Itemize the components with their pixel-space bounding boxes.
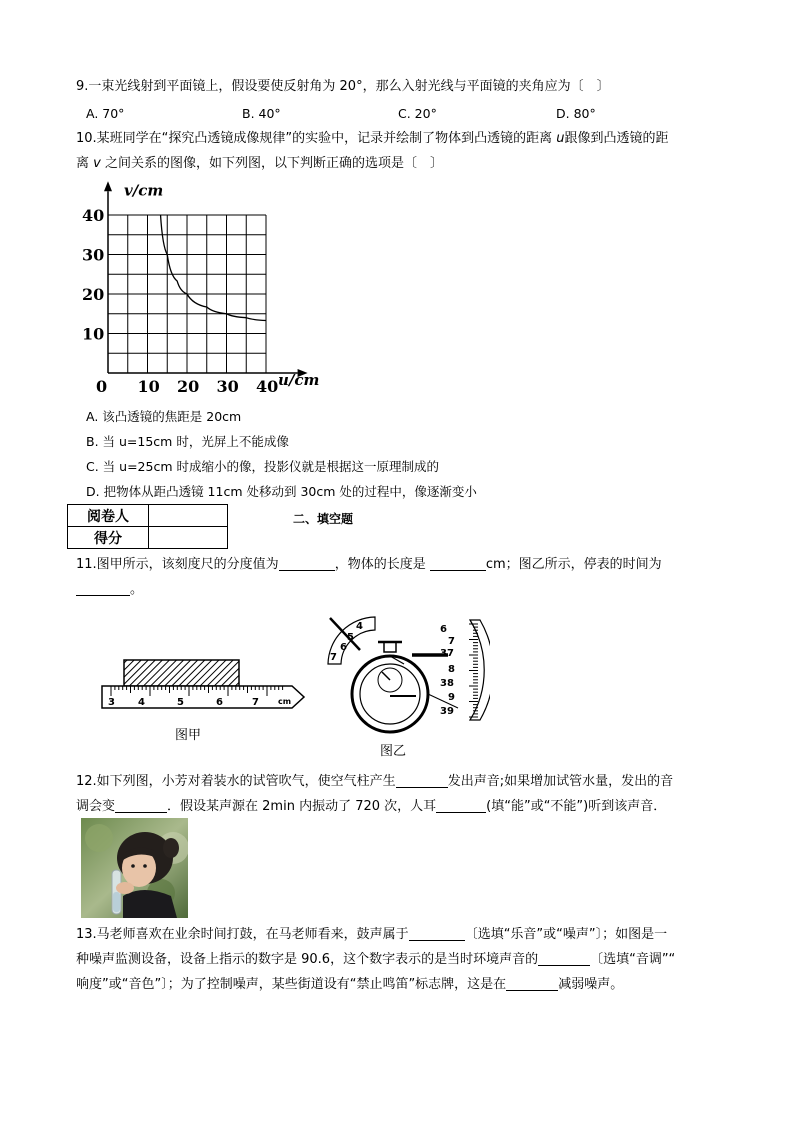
small-dial-label-6: 6 — [340, 642, 347, 653]
q10-stem-text-d: 之间关系的图像，如下列图，以下判断正确的选项是〔 〕 — [100, 156, 443, 171]
q11-line1 — [76, 556, 662, 574]
stopwatch-crown — [384, 642, 396, 652]
q10-var-u: u — [556, 131, 565, 146]
x-axis-label: u/cm — [278, 371, 320, 389]
q10-option-d: D. 把物体从距凸透镜 11cm 处移动到 30cm 处的过程中，像逐渐变小 — [86, 484, 477, 499]
y-tick-30: 30 — [82, 245, 105, 265]
large-dial-ticks — [469, 624, 478, 717]
x-tick-10: 10 — [137, 377, 160, 396]
girl-hand — [116, 882, 134, 894]
ruler-tick-label-5: 5 — [177, 697, 184, 708]
q12-line1 — [76, 773, 673, 791]
girl-blowing-tube-photo — [81, 818, 188, 918]
q12-blank-2[interactable] — [115, 799, 167, 813]
chart-axes — [104, 181, 308, 377]
q9-option-c: C. 20° — [398, 106, 437, 121]
q13-text-f: 减弱噪声。 — [558, 977, 624, 992]
ruler-tick-label-4: 4 — [138, 697, 145, 708]
q13-line3 — [76, 976, 623, 994]
q11-text-b: ，物体的长度是 — [334, 557, 430, 572]
y-axis-label: v/cm — [124, 181, 164, 200]
stopwatch-figure — [320, 612, 490, 744]
q13-text-e: 响度”或“音色”〕；为了控制噪声，某些街道设有“禁止鸣笛”标志牌，这是在 — [76, 977, 507, 992]
large-dial-label-38: 38 — [440, 678, 454, 689]
q13-line1 — [76, 926, 667, 944]
q11-line2 — [76, 581, 143, 599]
ruler-figure — [96, 655, 311, 720]
fig-a-label: 图甲 — [175, 728, 202, 743]
score-table — [67, 504, 228, 549]
q9-option-b: B. 40° — [242, 106, 281, 121]
measured-block — [124, 660, 239, 686]
q13-text-a: 13.马老师喜欢在业余时间打鼓，在马老师看来，鼓声属于 — [76, 927, 409, 942]
y-tick-20: 20 — [82, 285, 105, 304]
q12-text-d: ．假设某声源在 2min 内振动了 720 次，人耳 — [167, 799, 437, 814]
y-tick-10: 10 — [82, 324, 105, 344]
large-dial-label-37: 37 — [440, 648, 454, 659]
q11-blank-2[interactable] — [430, 557, 486, 571]
x-tick-30: 30 — [216, 377, 239, 396]
q12-line2 — [76, 798, 666, 816]
q11-blank-3[interactable] — [76, 582, 130, 596]
q13-text-d: 〔选填“音调”“ — [590, 952, 676, 967]
ruler-unit: cm — [278, 697, 292, 706]
ruler-body — [102, 686, 304, 708]
large-dial-label-8: 8 — [448, 664, 455, 675]
fig-b-label: 图乙 — [380, 744, 407, 759]
large-dial-label-9: 9 — [448, 692, 455, 703]
q13-blank-1[interactable] — [409, 927, 465, 941]
q12-blank-3[interactable] — [436, 799, 486, 813]
q12-text-e: (填“能”或“不能”)听到该声音． — [486, 799, 667, 814]
x-tick-40: 40 — [256, 377, 279, 396]
q11-text-c: cm；图乙所示，停表的时间为 — [485, 557, 662, 572]
x-tick-0: 0 — [96, 377, 108, 396]
q10-stem-text-b: 跟像到凸透镜的距 — [564, 131, 669, 146]
score-label: 得分 — [68, 527, 149, 549]
q12-text-b: 发出声音;如果增加试管水量，发出的音 — [447, 774, 674, 789]
uv-curve — [161, 215, 266, 320]
q13-blank-2[interactable] — [538, 952, 590, 966]
section-title: 二、填空题 — [293, 512, 354, 526]
ruler-tick-label-7: 7 — [252, 697, 259, 708]
q10-var-v: v — [93, 156, 101, 171]
ruler-tick-label-3: 3 — [108, 697, 115, 708]
q10-stem-text: 10.某班同学在“探究凸透镜成像规律”的实验中，记录并绘制了物体到凸透镜的距离 — [76, 131, 557, 146]
ruler-tick-label-6: 6 — [216, 697, 223, 708]
score-cell[interactable] — [149, 527, 228, 549]
y-tick-40: 40 — [82, 206, 105, 225]
grader-cell[interactable] — [149, 505, 228, 527]
large-dial-label-7: 7 — [448, 636, 455, 647]
q10-option-c: C. 当 u=25cm 时成缩小的像，投影仪就是根据这一原理制成的 — [86, 459, 439, 474]
q10-stem-text-c: 离 — [76, 156, 94, 171]
q9-stem: 9.一束光线射到平面镜上，假设要使反射角为 20°，那么入射光线与平面镜的夹角应为〔 〕 — [76, 79, 610, 94]
q12-text-c: 调会变 — [76, 799, 116, 814]
q11-text-a: 11.图甲所示，该刻度尺的分度值为 — [76, 557, 279, 572]
q9-option-a: A. 70° — [86, 106, 125, 121]
large-dial-label-6: 6 — [440, 624, 447, 635]
q9-option-d: D. 80° — [556, 106, 596, 121]
x-tick-20: 20 — [177, 377, 200, 396]
q10-stem-line1 — [76, 130, 669, 148]
small-dial-label-7: 7 — [330, 652, 337, 663]
q13-blank-3[interactable] — [506, 977, 558, 991]
q11-blank-1[interactable] — [279, 557, 335, 571]
q10-option-a: A. 该凸透镜的焦距是 20cm — [86, 409, 242, 424]
y-axis-arrow — [104, 181, 112, 191]
large-dial-label-39: 39 — [440, 706, 454, 717]
uv-graph — [80, 180, 340, 400]
q10-option-b: B. 当 u=15cm 时，光屏上不能成像 — [86, 434, 289, 449]
q10-stem-line2 — [76, 155, 443, 173]
q12-blank-1[interactable] — [396, 774, 448, 788]
grader-label: 阅卷人 — [68, 505, 149, 527]
q13-text-c: 种噪声监测设备，设备上指示的数字是 90.6，这个数字表示的是当时环境声音的 — [76, 952, 539, 967]
q13-text-b: 〔选填“乐音”或“噪声”〕；如图是一 — [464, 927, 668, 942]
small-dial-label-5: 5 — [347, 632, 354, 643]
q11-text-end: 。 — [130, 582, 144, 597]
q12-text-a: 12.如下列图，小芳对着装水的试管吹气，使空气柱产生 — [76, 774, 396, 789]
q13-line2 — [76, 951, 675, 969]
small-dial-label-4: 4 — [356, 621, 363, 632]
